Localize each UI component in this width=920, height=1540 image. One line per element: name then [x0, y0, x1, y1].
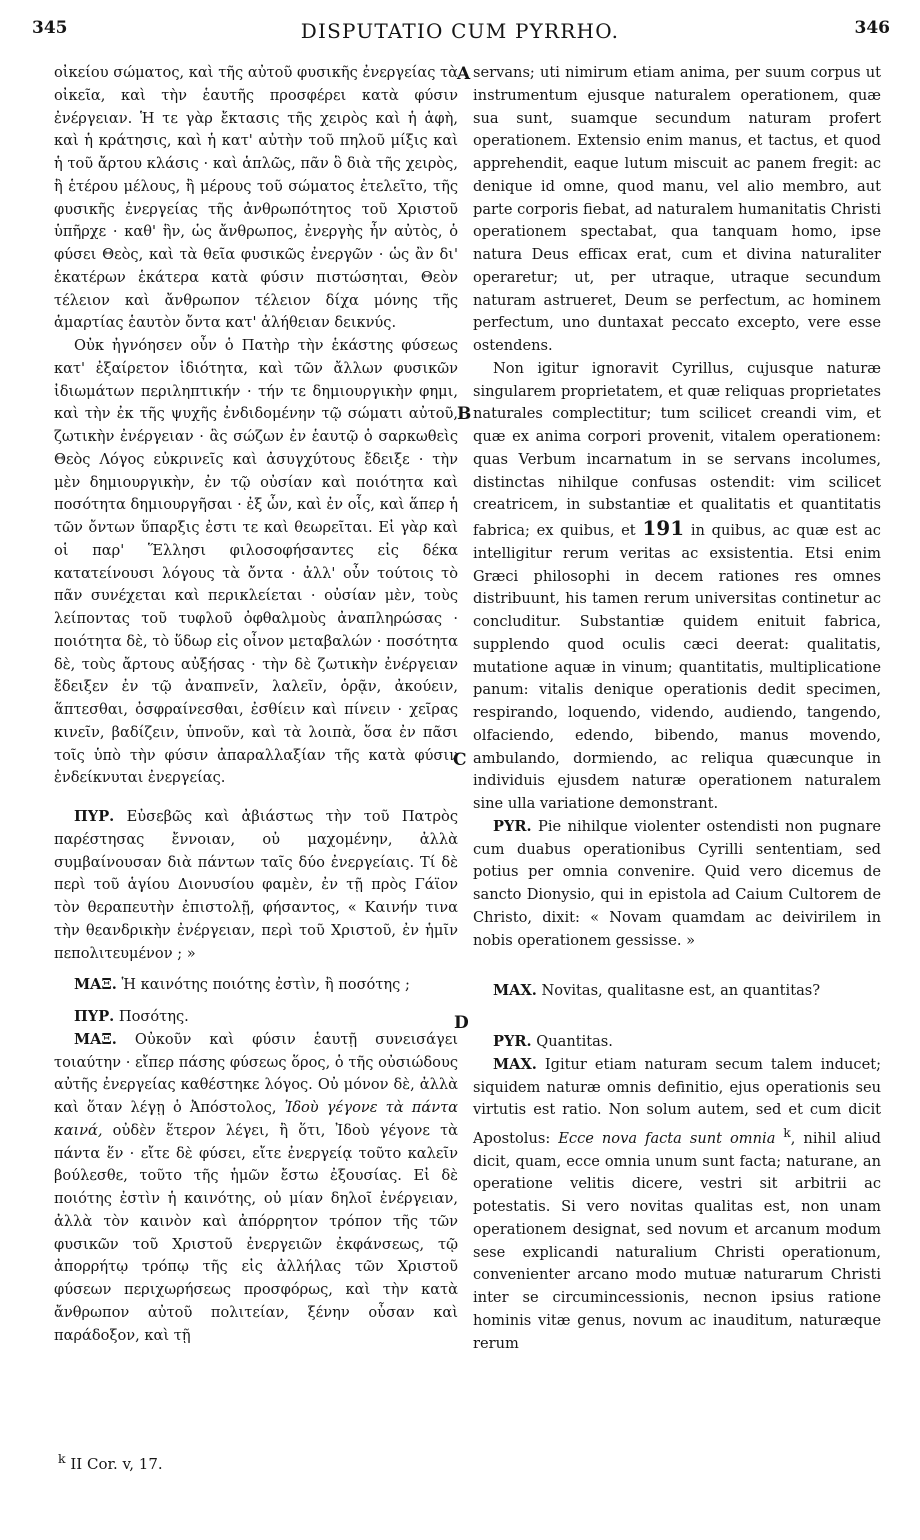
- column-number: 191: [642, 516, 685, 540]
- greek-speech-maximus-2: [54, 1029, 458, 1348]
- latin-column: [473, 62, 881, 1355]
- latin-speech-text: Novitas, qualitasne est, an quantitas?: [541, 982, 821, 1000]
- greek-column: [54, 62, 458, 1347]
- footnote-reference: k: [783, 1126, 791, 1140]
- greek-speech-text: Ἡ καινότης ποιότης ἐστὶν, ἢ ποσότης ;: [121, 976, 410, 994]
- greek-speaker-pyrrhus: ΠΥΡ.: [74, 1008, 115, 1025]
- latin-speech-maximus-2: [473, 1054, 881, 1356]
- footnote-text: II Cor. v, 17.: [70, 1455, 163, 1473]
- latin-speaker-maximus: MAX.: [493, 982, 537, 1000]
- greek-scripture-quote: Ἰδοὺ γέγονε τὰ πάντα καινά,: [54, 1099, 458, 1139]
- latin-text: in quibus, ac quæ est ac intelligitur rerum veritas ac exsistentia. Etsi enim Græci philosophi in decem rationes res omnes distribuunt, his tamen rerum universitas continetur ac concluditur. Substantiæ quidem enituit fabrica, supplendo quod oculis cæci deerat: qualitatis, mutatione aquæ in vinum; quantitatis, multiplicatione panum: vitalis denique operationis dedit specimen, respirando, loquendo, videndo, audiendo, tangendo, olfaciendo, edendo, bibendo, manus movendo, ambulando, dormiendo, ac reliqua quæcunque in individuis ejusdem naturæ operationem naturalem sine ulla variatione demonstrant.: [473, 522, 881, 812]
- greek-paragraph-1: οἰκείου σώματος, καὶ τῆς αὐτοῦ φυσικῆς ἐνεργείας τὰ οἰκεῖα, καὶ τὴν ἑαυτῆς προσφέρει κατὰ φύσιν ἐνέργειαν. Ἡ τε γὰρ ἔκτασις τῆς χειρὸς καὶ ἡ ἁφὴ, καὶ ἡ κράτησις, καὶ ἡ κατ' αὐτὴν τοῦ πηλοῦ μίξις καὶ ἡ τοῦ ἄρτου κλάσις · καὶ ἁπλῶς, πᾶν ὃ διὰ τῆς χειρὸς, ἢ ἑτέρου μέλους, ἢ μέρους τοῦ σώματος ἐτελεῖτο, τῆς φυσικῆς ἐνεργείας τῆς ἀνθρωπότητος τοῦ Χριστοῦ ὑπῆρχε · καθ' ἣν, ὡς ἄνθρωπος, ἐνεργὴς ἦν αὐτὸς, ὁ φύσει Θεὸς, καὶ τὰ θεῖα φυσικῶς ἐνεργῶν · ὡς ἂν δι' ἑκατέρων ἑκάτερα κατὰ φύσιν πιστώσηται, Θεὸν τέλειον καὶ ἄνθρωπον τέλειον δίχα μόνης τῆς ἁμαρτίας ἑαυτὸν ὄντα κατ' ἀλήθειαν δεικνύς.: [54, 64, 458, 332]
- greek-paragraph-2: Οὐκ ἠγνόησεν οὖν ὁ Πατὴρ τὴν ἑκάστης φύσεως κατ' ἐξαίρετον ἰδιότητα, καὶ τῶν ἄλλων φυσικῶν ἰδιωμάτων περιληπτικήν · τήν τε δημιουργικὴν φημι, καὶ τὴν ἐκ τῆς ψυχῆς ἐνδιδομένην τῷ σώματι αὐτοῦ, ζωτικὴν ἐνέργειαν · ἃς σώζων ἐν ἑαυτῷ ὁ σαρκωθεὶς Θεὸς Λόγος εὐκρινεῖς καὶ ἀσυγχύτους ἔδειξε · τὴν μὲν δημιουργικὴν, ἐν τῷ οὐσίαν καὶ ποιότητα καὶ ποσότητα δημιουργῆσαι · ἐξ ὧν, καὶ ἐν οἷς, καὶ ἅπερ ἡ τῶν ὄντων ὕπαρξις ἐστι τε καὶ θεωρεῖται. Εἰ γὰρ καὶ οἱ παρ' Ἕλλησι φιλοσοφήσαντες εἰς δέκα κατατείνουσι λόγους τὰ ὄντα · ἀλλ' οὖν τούτοις τὸ πᾶν συνέχεται καὶ περικλείεται · οὐσίαν μὲν, τοὺς λείποντας τοῦ τυφλοῦ ὀφθαλμοὺς ἀναπληρώσας · ποιότητα δὲ, τὸ ὕδωρ εἰς οἶνον μεταβαλών · ποσότητα δὲ, τοὺς ἄρτους αὐξήσας · τὴν δὲ ζωτικὴν ἐνέργειαν ἔδειξεν ἐν τῷ ἀναπνεῖν, λαλεῖν, ὁρᾷν, ἀκούειν, ἅπτεσθαι, ὀσφραίνεσθαι, ἐσθίειν καὶ πίνειν · χεῖρας κινεῖν, βαδίζειν, ὑπνοῦν, καὶ τὰ λοιπὰ, ὅσα ἐν πᾶσι τοῖς ὑπὸ τὴν φύσιν ἀπαραλλαξίαν τῆς κατὰ φύσιν ἐνδείκνυται ἐνεργείας.: [54, 337, 458, 787]
- page-header: [30, 18, 890, 48]
- latin-speaker-pyrrhus: PYR.: [493, 817, 532, 835]
- greek-speech-pyrrhus: [54, 806, 458, 965]
- latin-speech-pyrrhus: [473, 816, 881, 953]
- running-title: DISPUTATIO CUM PYRRHO.: [300, 19, 620, 43]
- greek-speech-text: Εὐσεβῶς καὶ ἀβιάστως τὴν τοῦ Πατρὸς παρέστησας ἔννοιαν, οὐ μαχομένην, ἀλλὰ συμβαίνουσαν διὰ πάντων ταῖς δύο ἐνεργείαις. Τί δὲ περὶ τοῦ ἁγίου Διονυσίου φαμὲν, ἐν τῇ πρὸς Γάϊον τὸν θεραπευτὴν ἐπιστολῇ, φήσαντος, « Καινήν τινα τὴν θεανδρικὴν ἐνέργειαν, περὶ τοῦ Χριστοῦ, ἐν ἡμῖν πεπολιτευμένον ; »: [54, 808, 459, 962]
- latin-speaker-pyrrhus: PYR.: [493, 1033, 532, 1050]
- latin-speech-text: Igitur etiam naturam secum talem inducet; siquidem naturæ omnis definitio, ejus operationis seu virtutis est ratio. Non solum autem, sed et cum dicit Apostolus:: [473, 1055, 881, 1147]
- greek-speech-text: Ποσότης.: [118, 1008, 189, 1025]
- greek-speech-text: οὐδὲν ἕτερον λέγει, ἢ ὅτι, Ἰδοὺ γέγονε τὰ πάντα ἕν · εἴτε δὲ φύσει, εἴτε ἐνεργείᾳ τοῦτο καλεῖν βούλεσθε, τοῦτο τῆς ἡμῶν ἔστω ἐξουσίας. Εἰ δὲ ποιότης ἐστὶν ἡ καινότης, οὐ μίαν δηλοῖ ἐνέργειαν, ἀλλὰ τὸν καινὸν καὶ ἀπόρρητον τρόπον τῆς τῶν φυσικῶν τοῦ Χριστοῦ ἐνεργειῶν ἐκφάνσεως, τῷ ἀπορρήτῳ τρόπῳ τῆς εἰς ἀλλήλας τῶν Χριστοῦ φύσεων περιχωρήσεως προσφόρως, καὶ τὴν κατὰ ἄνθρωπον αὐτοῦ πολιτείαν, ξένην οὖσαν καὶ παράδοξον, καὶ τῇ: [54, 1121, 458, 1344]
- latin-paragraph-1: servans; uti nimirum etiam anima, per suum corpus ut instrumentum ejusque naturalem operationem, quæ sua sunt, suamque secundum naturam profert operationem. Extensio enim manus, et tactus, et quod apprehendit, eaque lutum miscuit ac panem fregit: ac denique id omne, quod manu, vel alio membro, aut parte corporis fiebat, ad naturalem humanitatis Christi operationem spectabat, qua tanquam homo, ipse natura Deus efficax erat, cum et divina naturaliter operaretur; ut, per utraque, utraque secundum naturam astrueret, Deum se perfectum, ac hominem perfectum, uno duntaxat peccato excepto, vere esse ostendens.: [473, 64, 881, 354]
- right-page-number: 346: [854, 18, 890, 38]
- latin-speech-text: Quantitas.: [536, 1033, 613, 1050]
- latin-scripture-quote: Ecce nova facta sunt omnia: [558, 1129, 776, 1147]
- greek-speaker-maximus: ΜΑΞ.: [74, 976, 117, 994]
- greek-speech-pyrrhus-2: [54, 1006, 458, 1029]
- latin-text: Non igitur ignoravit Cyrillus, cujusque naturæ singularem proprietatem, et quæ reliquas proprietates naturales complectitur; tum scilicet creandi vim, et quæ ex anima corpori provenit, vitalem operationem: quas Verbum incarnatum in se servans incolumes, distinctas nihilque confusas ostendit: vim scilicet creatricem, in substantiæ et qualitatis et quantitatis fabrica; ex quibus, et: [473, 359, 881, 539]
- margin-marker-b: B: [457, 404, 472, 424]
- greek-speaker-pyrrhus: ΠΥΡ.: [74, 808, 115, 825]
- margin-marker-c: C: [453, 750, 467, 770]
- latin-speech-text: , nihil aliud dicit, quam, ecce omnia unum sunt facta; naturane, an operatione velitis dicere, vestri sit arbitrii ac potestatis. Si vero novitas qualitas est, non unam operationem designat, sed novum et arcanum modum sese explicandi naturalium Christi operationum, convenienter arcano modo mutuæ naturarum Christi inter se circumincessionis, necnon ipsius ratione hominis vitæ genus, novum ac inauditum, naturæque rerum: [473, 1129, 882, 1352]
- footnote: [58, 1451, 163, 1473]
- latin-speech-maximus: [473, 980, 881, 1003]
- margin-marker-a: A: [457, 64, 471, 84]
- left-page-number: 345: [32, 18, 68, 38]
- latin-speech-text: Pie nihilque violenter ostendisti non pugnare cum duabus operationibus Cyrilli sententiam, sed potius per omnia convenire. Quid vero dicemus de sancto Dionysio, qui in epistola ad Caium Cultorem de Christo, dixit: « Novam quamdam ac deivirilem in nobis operationem gessisse. »: [473, 817, 881, 949]
- margin-marker-d: D: [454, 1013, 469, 1033]
- greek-speech-maximus: [54, 974, 458, 997]
- greek-speaker-maximus: ΜΑΞ.: [74, 1030, 117, 1048]
- latin-paragraph-2: [473, 358, 881, 816]
- latin-speech-pyrrhus-2: [473, 1031, 881, 1054]
- latin-speaker-maximus: MAX.: [493, 1055, 537, 1073]
- greek-speech-text: Οὐκοῦν καὶ φύσιν ἑαυτῇ συνεισάγει τοιαύτην · εἴπερ πάσης φύσεως ὅρος, ὁ τῆς οὐσιώδους αὐτῆς ἐνεργείας καθέστηκε λόγος. Οὐ μόνον δὲ, ἀλλὰ καὶ ὅταν λέγῃ ὁ Ἀπόστολος,: [54, 1030, 458, 1116]
- footnote-mark: k: [58, 1451, 66, 1466]
